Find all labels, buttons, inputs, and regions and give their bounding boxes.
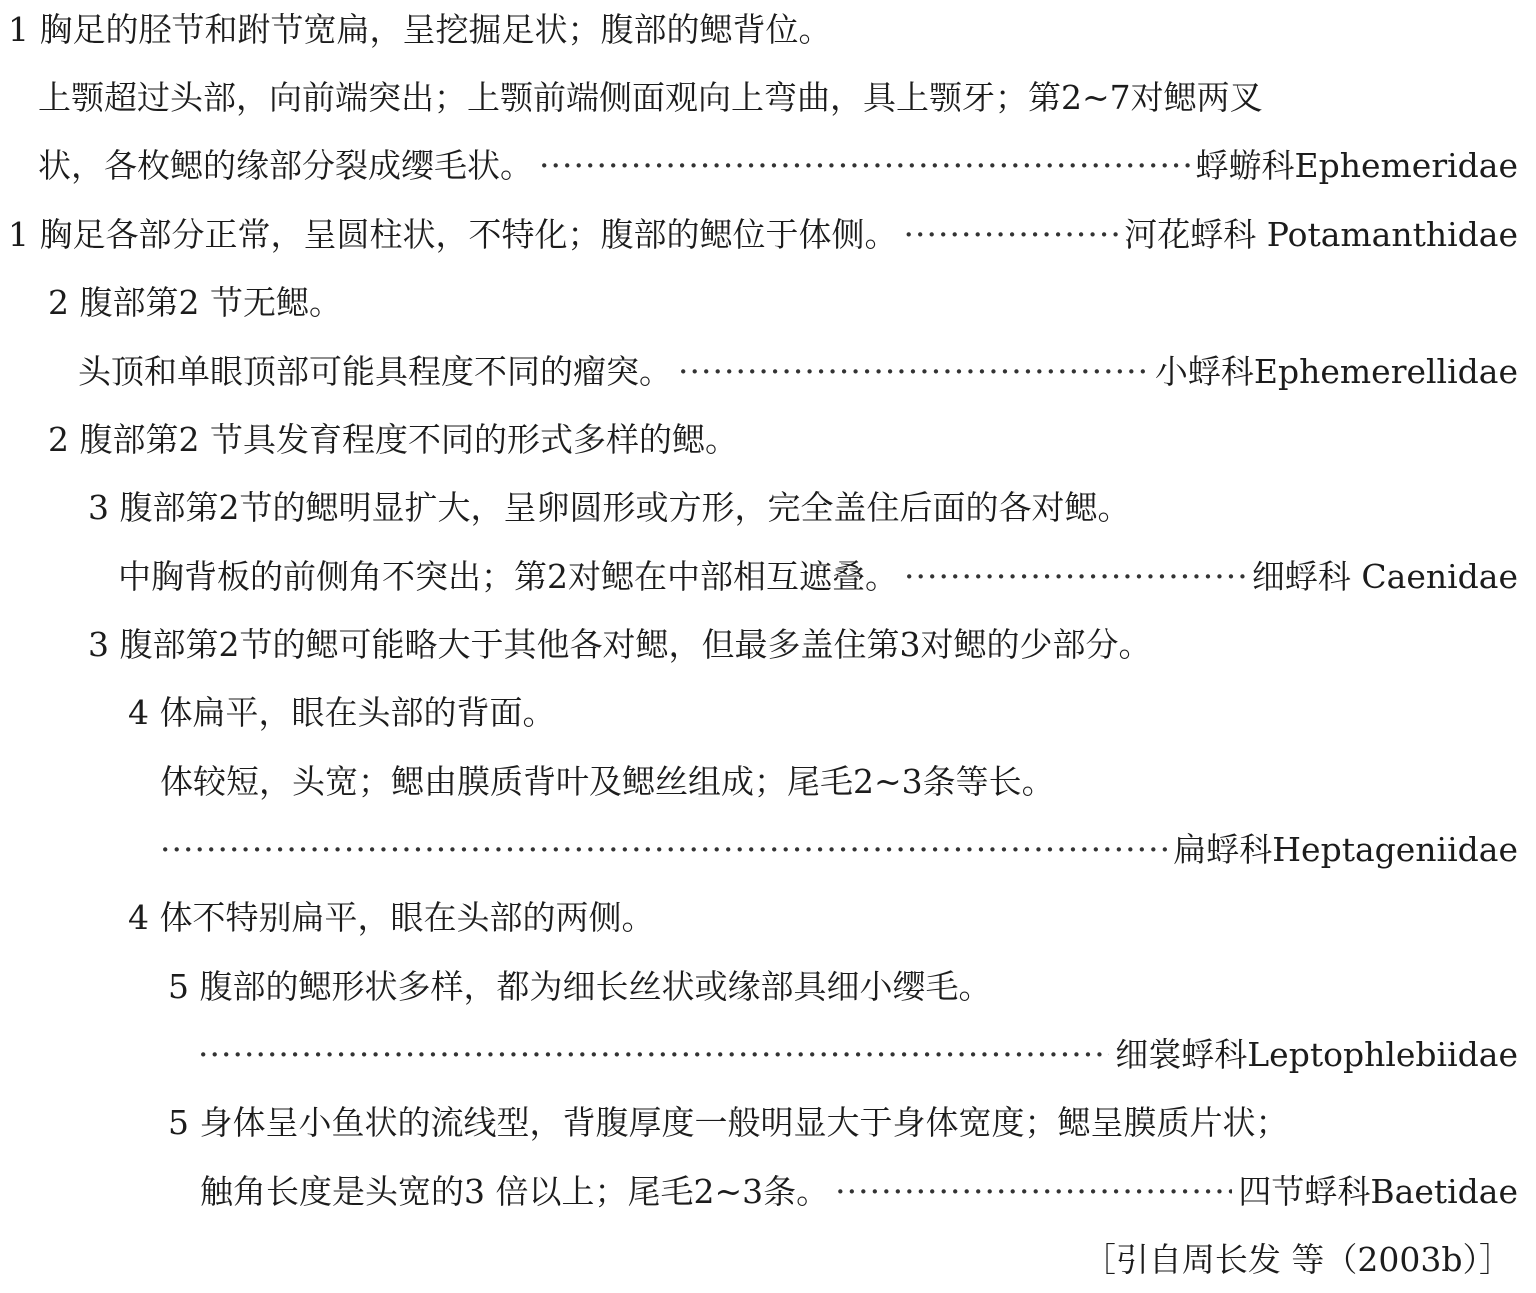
key-line-text: 上颚超过头部，向前端突出；上颚前端侧面观向上弯曲，具上颚牙；第2~7对鳃两叉: [38, 78, 1263, 117]
taxon-name: 扁蜉科Heptageniidae: [1173, 830, 1518, 869]
key-line-text: 状，各枚鳃的缘部分裂成缨毛状。: [38, 146, 533, 185]
key-line-16: [198, 1035, 1518, 1075]
key-line-6: [78, 352, 1518, 392]
key-line-15: [168, 967, 1518, 1007]
taxon-name: 小蜉科Ephemerellidae: [1154, 352, 1518, 391]
taxon-name: 蜉蝣科Ephemeridae: [1195, 146, 1518, 185]
key-line-13: [160, 830, 1518, 870]
key-line-3: [38, 146, 1518, 186]
key-line-1: [8, 10, 1518, 50]
leader-dots: [678, 352, 1149, 392]
leader-dots: [904, 215, 1119, 255]
key-line-18: [200, 1172, 1518, 1212]
leader-dots: [904, 557, 1246, 597]
key-line-text: 5 身体呈小鱼状的流线型，背腹厚度一般明显大于身体宽度；鳃呈膜质片状；: [168, 1103, 1289, 1142]
key-line-text: 体较短，头宽；鳃由膜质背叶及鳃丝组成；尾毛2~3条等长。: [160, 762, 1055, 801]
citation: ［引自周长发 等（2003b）］: [1082, 1240, 1512, 1279]
taxon-name: 河花蜉科 Potamanthidae: [1124, 215, 1518, 254]
taxon-name: 四节蜉科Baetidae: [1238, 1172, 1518, 1211]
leader-dots: [160, 830, 1167, 870]
leader-dots: [539, 146, 1190, 186]
key-line-11: [128, 693, 1518, 733]
key-line-14: [128, 898, 1518, 938]
key-line-text: 触角长度是头宽的3 倍以上；尾毛2~3条。: [200, 1172, 830, 1211]
taxon-name: 细蜉科 Caenidae: [1251, 557, 1518, 596]
key-line-12: [160, 762, 1518, 802]
leader-dots: [835, 1172, 1232, 1212]
key-line-9: [118, 557, 1518, 597]
key-line-2: [38, 78, 1518, 118]
taxon-name: 细裳蜉科Leptophlebiidae: [1115, 1035, 1518, 1074]
key-line-17: [168, 1103, 1518, 1143]
key-line-text: 4 体扁平，眼在头部的背面。: [128, 693, 556, 732]
key-line-text: 1 胸足的胫节和跗节宽扁，呈挖掘足状；腹部的鳃背位。: [8, 10, 832, 49]
key-line-text: 5 腹部的鳃形状多样，都为细长丝状或缘部具细小缨毛。: [168, 967, 992, 1006]
key-line-text: 4 体不特别扁平，眼在头部的两侧。: [128, 898, 655, 937]
key-line-10: [88, 625, 1518, 665]
key-line-text: 2 腹部第2 节无鳃。: [48, 283, 342, 322]
key-line-text: 3 腹部第2节的鳃可能略大于其他各对鳃，但最多盖住第3对鳃的少部分。: [88, 625, 1152, 664]
key-line-4: [8, 215, 1518, 255]
key-line-text: 1 胸足各部分正常，呈圆柱状，不特化；腹部的鳃位于体侧。: [8, 215, 898, 254]
key-line-7: [48, 420, 1518, 460]
key-line-text: 2 腹部第2 节具发育程度不同的形式多样的鳃。: [48, 420, 738, 459]
key-line-text: 头顶和单眼顶部可能具程度不同的瘤突。: [78, 352, 672, 391]
key-line-5: [48, 283, 1518, 323]
key-line-8: [88, 488, 1518, 528]
leader-dots: [198, 1035, 1109, 1075]
key-line-text: 中胸背板的前侧角不突出；第2对鳃在中部相互遮叠。: [118, 557, 898, 596]
key-line-text: 3 腹部第2节的鳃明显扩大，呈卵圆形或方形，完全盖住后面的各对鳃。: [88, 488, 1131, 527]
